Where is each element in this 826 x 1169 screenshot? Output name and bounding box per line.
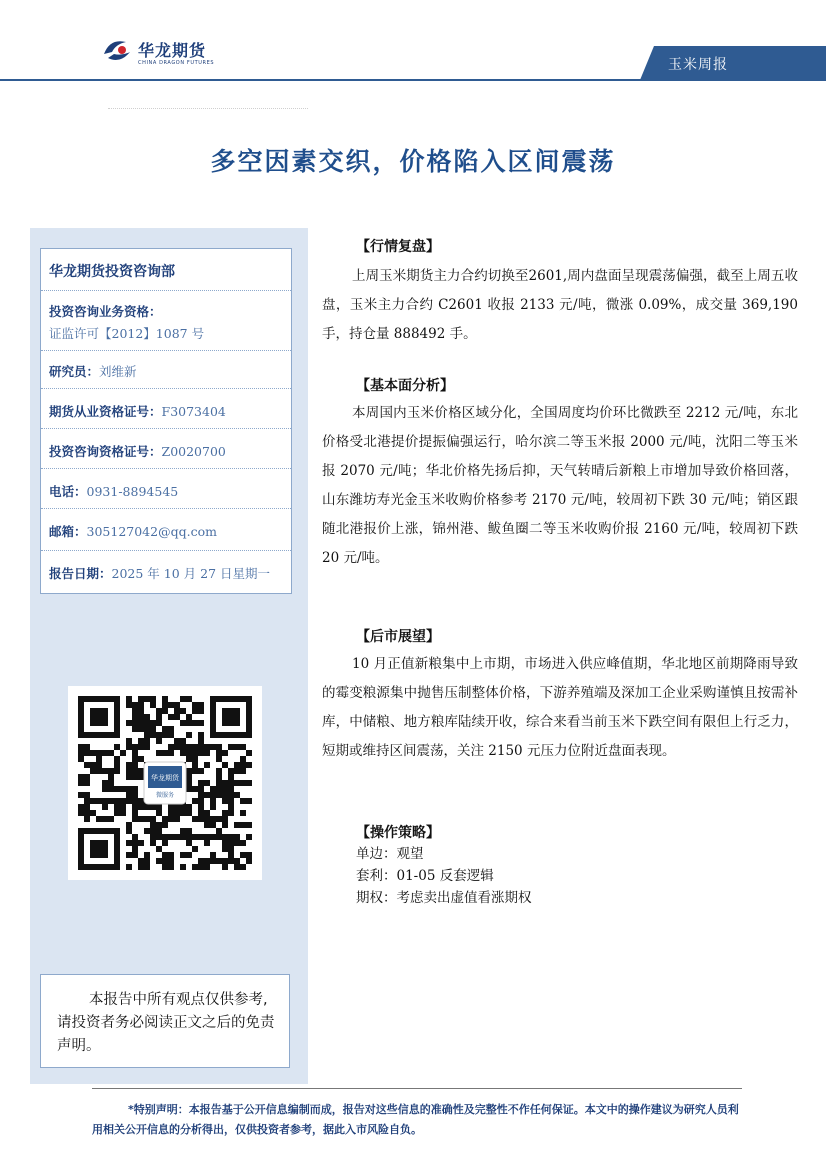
qualification-value: 证监许可【2012】1087 号 [49,326,205,341]
logo-subtext: CHINA DRAGON FUTURES [138,60,215,66]
outlook-heading: 【后市展望】 [356,629,440,645]
date-row [41,551,291,593]
department-row [41,249,291,291]
phone-row [41,469,291,509]
date-value: 2025 年 10 月 27 日星期一 [111,566,271,581]
footer-divider [92,1088,742,1089]
report-title: 多空因素交织，价格陷入区间震荡 [210,147,616,176]
logo-text: 华龙期货 [138,41,207,60]
analyst-info-box [40,248,292,594]
report-type-label: 玉米周报 [668,57,728,73]
futures-cert-row [41,389,291,429]
researcher-label: 研究员： [49,364,100,379]
email-row [41,509,291,551]
market-review-heading: 【行情复盘】 [356,239,440,255]
consult-cert-row [41,429,291,469]
fundamentals-heading: 【基本面分析】 [356,378,454,394]
strategy-arbitrage: 套利：01-05 反套逻辑 [356,868,494,884]
fundamentals-text: 本周国内玉米价格区域分化，全国周度均价环比微跌至 2212 元/吨，东北价格受北港提价提振偏强运行，哈尔滨二等玉米报 2000 元/吨，沈阳二等玉米报 2070 元/吨；华北价格先扬后抑，天气转晴后新粮上市增加导致价格回落，山东潍坊寿光金玉米收购价格参考 2170 元/吨，较周初下跌 30 元/吨；销区跟随北港报价上涨，锦州港、鲅鱼圈二等玉米收购价报 2160 元/吨，较周初下跌 20 元/吨。 [322,405,798,566]
dotted-rule [108,108,308,109]
email-label: 邮箱： [49,524,87,539]
date-label: 报告日期： [49,566,112,581]
researcher-name: 刘维新 [99,364,137,379]
department-name: 华龙期货投资咨询部 [49,264,175,280]
qualification-row [41,291,291,351]
consult-cert-value: Z0020700 [161,444,226,459]
dragon-logo-icon [100,36,134,66]
report-type-tag [640,46,826,80]
strategy-single: 单边：观望 [356,846,424,862]
consult-cert-label: 投资咨询资格证号： [49,444,162,459]
qr-logo-text: 华龙期货 [151,774,179,782]
phone-label: 电话： [49,484,87,499]
qualification-label: 投资咨询业务资格： [49,304,162,319]
header-divider [0,79,826,81]
strategy-heading: 【操作策略】 [356,825,440,841]
phone-value: 0931-8894545 [86,484,179,499]
outlook-text: 10 月正值新粮集中上市期，市场进入供应峰值期，华北地区前期降雨导致的霉变粮源集中抛售压制整体价格，下游养殖端及深加工企业采购谨慎且按需补库，中储粮、地方粮库陆续开收，综合来看当前玉米下跌空间有限但上行乏力，短期或维持区间震荡，关注 2150 元压力位附近盘面表现。 [322,656,798,759]
disclaimer-text: 本报告中所有观点仅供参考,请投资者务必阅读正文之后的免责声明。 [57,992,275,1054]
qr-code-icon [68,686,262,880]
qr-logo-subtext: 微服务 [155,792,175,799]
special-statement: *特别声明：本报告基于公开信息编制而成，报告对这些信息的准确性及完整性不作任何保证。本文中的操作建议为研究人员利用相关公开信息的分析得出，仅供投资者参考，据此入市风险自负。 [92,1103,739,1136]
futures-cert-value: F3073404 [161,404,226,419]
email-value[interactable]: 305127042@qq.com [86,524,217,539]
market-review-text: 上周玉米期货主力合约切换至2601,周内盘面呈现震荡偏强，截至上周五收盘，玉米主力合约 C2601 收报 2133 元/吨，微涨 0.09%，成交量 369,190 手，持仓量 888492 手。 [322,268,798,342]
strategy-options: 期权：考虑卖出虚值看涨期权 [356,890,532,906]
disclaimer-box [40,974,290,1068]
futures-cert-label: 期货从业资格证号： [49,404,162,419]
company-logo [100,36,240,72]
researcher-row [41,351,291,389]
wechat-qr-code[interactable] [68,686,262,880]
